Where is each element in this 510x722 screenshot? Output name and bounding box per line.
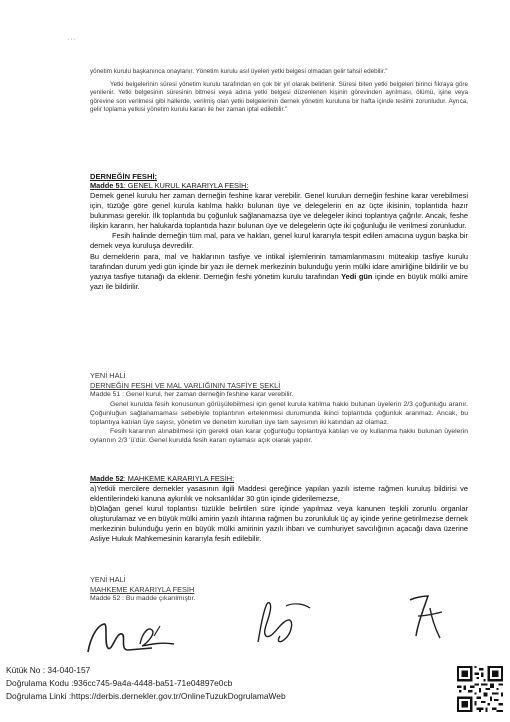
section-dernegin-feshi — [90, 172, 468, 292]
corner-mark: ··· — [67, 36, 77, 43]
paragraph: Yetki belgelerinin süresi yönetim kurulu tarafından en çok bir yıl olarak belirlenir. Süresi biten yetki belgeleri birinci fıkraya göre yenilenir. Yetki belgesinin süresinin bitmesi veya adına yetki belgesi düzenlenen kişinin görevinden ayrılması, ölümü, işine veya görevine son verilmesi gibi hallerde, verilmiş olan yetki belgelerinin dernek yönetim kuruluna bir hafta içinde teslimi zorunludur. Ayrıca, gelir toplama yetkisi yönetim kurulu kararı ile her zaman iptal edilebilir." — [90, 80, 468, 114]
paragraph: Fesih halinde derneğin tüm mal, para ve hakları, genel kurul kararıyla tespit edilen amacına uygun başka bir dernek veya kuruluşa devredilir. — [90, 231, 468, 251]
verification-footer — [6, 664, 286, 703]
qr-code-icon — [457, 666, 503, 712]
paragraph: yönetim kurulu başkanınca onaylanır. Yönetim kurulu asıl üyeleri yetki belgesi olmadan gelir tahsil edebilir." — [90, 68, 388, 75]
registry-number: Kütük No : 34-040-157 — [6, 665, 91, 675]
paragraph: Bu derneklerin para, mal ve haklarının tasfiye ve intikal işlemlerinin tamamlanmasını müteakip tasfiye kurulu tarafından durum yedi gün içinde bir yazı ile dernek merkezinin bulunduğu yerin mülki idare amirliğine bildirilir ve bu yazıya tasfiye tutanağı da eklenir. Derneğin feshi yönetim kurulu tarafından Yedi gün içinde en büyük mülki amire yazı ile bildirilir. — [90, 251, 468, 291]
new-version-title: DERNEĞİN FESHİ VE MAL VARLIĞININ TASFİYE ŞEKLİ — [90, 381, 281, 390]
article-title: Madde 52 : Bu madde çıkarılmıştır. — [90, 595, 196, 602]
article-title: Madde 52: MAHKEME KARARIYLA FESİH: — [90, 474, 235, 483]
paragraph: a)Yetkili mercilere dernekler yasasının ilgili Maddesi gereğince yapılan yazılı isteme rağmen kuruluş bildirisi ve eklentilerindeki kanuna aykırılık ve noksanlıklar 30 gün içinde giderilemezse, — [90, 484, 468, 504]
article-title: Madde 51: GENEL KURUL KARARIYLA FESİH: — [90, 181, 249, 190]
paragraph: Genel kurulda fesih konusunun görüşülebilmesi için genel kurula katılma hakkı bulunan üyelerin 2/3 çoğunluğu aranır. Çoğunluğun sağlanamaması sebebiyle toplantının ertelenmesi durumunda ikinci toplantıda çoğunluk aranmaz. Ancak, bu toplantıya katılan üye sayısı, yönetim ve denetim kurulları üye tam sayısının iki katından az olamaz. — [90, 400, 468, 426]
paragraph: b)Olağan genel kurul toplantısı tüzükle belirtilen süre içinde yapılmaz veya kanunen teşkili zorunlu organlar oluşturulamaz ve en büyük mülki amirin yazılı ihtarına rağmen bu zorunluluk üç ay içinde yerine getirilmezse dernek merkezinin bulunduğu yerin en büyük mülki amirinin yazılı ihbarı ve cumhuriyet savcılığının açacağı dava üzerine Asliye Hukuk Mahkemesinin kararıyla fesih edilebilir. — [90, 504, 468, 544]
section-heading: DERNEĞİN FESHİ; — [90, 172, 158, 181]
signature-3 — [396, 586, 456, 646]
paragraph: Dernek genel kurulu her zaman derneğin feshine karar verebilir. Genel kurulun derneğin feshine karar verebilmesi için, tüzüğe göre genel kurula katılma hakkı bulunan üye ve delegelerin en az üçte ikisinin, toplantıda hazır bulunması gerekir. İlk toplantıda bu çoğunluk sağlanamazsa üye ve delegeler ikinci toplantıya çağrılır. Ancak, feshe ilişkin kararın, her halukarda toplantıda hazır bulunan üye ve delegelerin üçte iki çoğunluğu ile verilmesi zorunludur. — [90, 191, 468, 231]
verification-link[interactable]: Doğrulama Linki :https://derbis.dernekler.gov.tr/OnlineTuzukDogrulamaWeb — [6, 691, 286, 701]
new-version-label: YENİ HALİ — [90, 371, 126, 380]
signature-1 — [82, 600, 262, 662]
new-version-label: YENİ HALİ — [90, 575, 126, 584]
section-madde-52 — [90, 474, 468, 545]
verification-code: Doğrulama Kodu :936cc745-9a4a-4448-ba51-71e04897e0cb — [6, 678, 233, 688]
paragraph: Fesih kararının alınabilmesi için gerekli olan karar çoğunluğu toplantıya katılan ve oy kullanma hakkı bulunan üyelerin oylarının 2/3 'ü'dür. Genel kurulda fesih kararı oylaması açık olarak yapılır. — [90, 427, 468, 444]
top-continuation — [90, 68, 468, 115]
article-title: Madde 51 : Genel kurul, her zaman derneğin feshine karar verebilir. — [90, 391, 294, 398]
section-yeni-hali-51 — [90, 371, 468, 445]
signature-2 — [250, 592, 320, 654]
new-version-title: MAHKEME KARARIYLA FESİH — [90, 585, 195, 594]
